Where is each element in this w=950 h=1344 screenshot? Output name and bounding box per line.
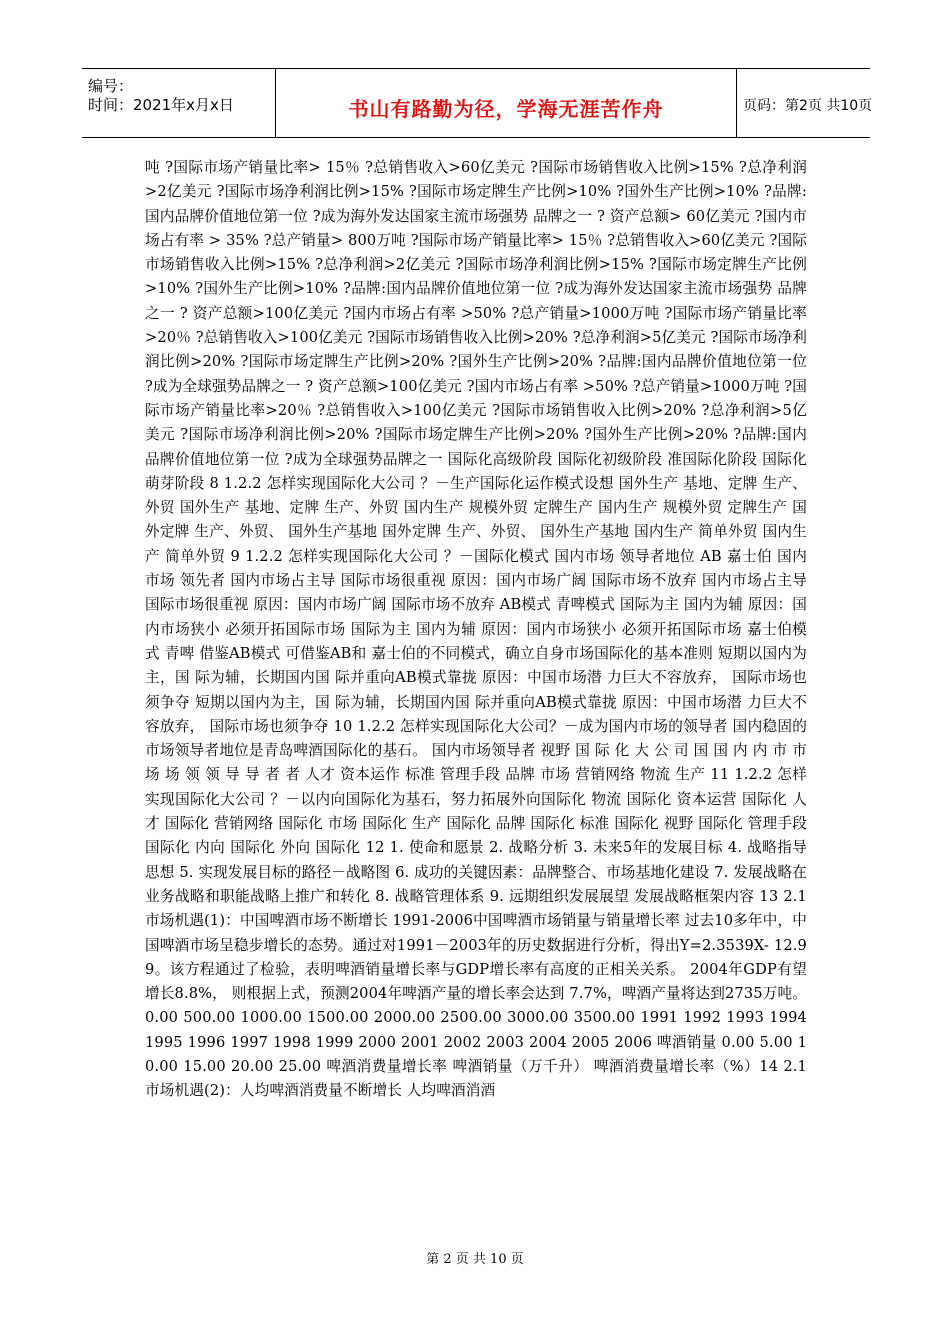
header-page-cell bbox=[737, 69, 873, 137]
page-footer: 第 2 页 共 10 页 bbox=[426, 1252, 524, 1267]
body-text: 吨 ?国际市场产销量比率> 15％ ?总销售收入>60亿美元 ?国际市场销售收入比例>15% ?总净利润>2亿美元 ?国际市场净利润比例>15% ?国际市场定牌生产比例>10% ?国外生产比例>10% ?品牌:国内品牌价值地位第一位 ?成为海外发达国家主流市场强势 品牌之一 ? 资产总额> 60亿美元 ?国内市场占有率 > 35% ?总产销量> 800万吨 ?国际市场产销量比率> 15％ ?总销售收入>60亿美元 ?国际市场销售收入比例>15% ?总净利润>2亿美元 ?国际市场净利润比例>15% ?国际市场定牌生产比例>10% ?国外生产比例>10% ?品牌:国内品牌价值地位第一位 ?成为海外发达国家主流市场强势 品牌之一 ? 资产总额>100亿美元 ?国内市场占有率 >50% ?总产销量>1000万吨 ?国际市场产销量比率>20％ ?总销售收入>100亿美元 ?国际市场销售收入比例>20% ?总净利润>5亿美元 ?国际市场净利润比例>20% ?国际市场定牌生产比例>20% ?国外生产比例>20% ?品牌:国内品牌价值地位第一位 ?成为全球强势品牌之一 ? 资产总额>100亿美元 ?国内市场占有率 >50% ?总产销量>1000万吨 ?国际市场产销量比率>20％ ?总销售收入>100亿美元 ?国际市场销售收入比例>20% ?总净利润>5亿美元 ?国际市场净利润比例>20% ?国际市场定牌生产比例>20% ?国外生产比例>20% ?品牌:国内品牌价值地位第一位 ?成为全球强势品牌之一 国际化高级阶段 国际化初级阶段 准国际化阶段 国际化萌芽阶段 8 1.2.2 怎样实现国际化大公司 ？－生产国际化运作模式设想 国外生产 基地、定牌 生产、外贸 国外生产 基地、定牌 生产、外贸 国内生产 规模外贸 定牌生产 国内生产 规模外贸 定牌生产 国外定牌 生产、外贸、 国外生产基地 国外定牌 生产、外贸、 国外生产基地 国内生产 简单外贸 国内生产 简单外贸 9 1.2.2 怎样实现国际化大公司 ？－国际化模式 国内市场 领导者地位 AB 嘉士伯 国内市场 领先者 国内市场占主导 国际市场很重视 原因：国内市场广阔 国际市场不放弃 国内市场占主导 国际市场很重视 原因：国内市场广阔 国际市场不放弃 AB模式 青啤模式 国际为主 国内为辅 原因：国内市场狭小 必须开拓国际市场 国际为主 国内为辅 原因：国内市场狭小 必须开拓国际市场 嘉士伯模式 青啤 借鉴AB模式 可借鉴AB和 嘉士伯的不同模式，确立自身市场国际化的基本准则 短期以国内为主，国 际为辅，长期国内国 际并重向AB模式靠拢 原因：中国市场潜 力巨大不容放弃， 国际市场也须争夺 短期以国内为主，国 际为辅，长期国内国 际并重向AB模式靠拢 原因：中国市场潜 力巨大不容放弃， 国际市场也须争夺 10 1.2.2 怎样实现国际化大公司？－成为国内市场的领导者 国内稳固的市场领导者地位是青岛啤酒国际化的基石。 国内市场领导者 视野 国 际 化 大 公 司 国 国 内 内 市 市 场 场 领 领 导 导 者 者 人才 资本运作 标准 管理手段 品牌 市场 营销网络 物流 生产 11 1.2.2 怎样实现国际化大公司 ？－以内向国际化为基石，努力拓展外向国际化 物流 国际化 资本运营 国际化 人才 国际化 营销网络 国际化 市场 国际化 生产 国际化 品牌 国际化 标准 国际化 视野 国际化 管理手段 国际化 内向 国际化 外向 国际化 12 1. 使命和愿景 2. 战略分析 3. 未来5年的发展目标 4. 战略指导思想 5. 实现发展目标的路径－战略图 6. 成功的关键因素：品牌整合、市场基地化建设 7. 发展战略在业务战略和职能战略上推广和转化 8. 战略管理体系 9. 远期组织发展展望 发展战略框架内容 13 2.1 市场机遇(1)：中国啤酒市场不断增长 1991-2006中国啤酒市场销量与销量增长率 过去10多年中，中国啤酒市场呈稳步增长的态势。通过对1991－2003年的历史数据进行分析，得出Y=2.3539X- 12.99。该方程通过了检验，表明啤酒销量增长率与GDP增长率有高度的正相关关系。 2004年GDP有望增长8.8%， 则根据上式，预测2004年啤酒产量的增长率会达到 7.7%，啤酒产量将达到2735万吨。 0.00 500.00 1000.00 1500.00 2000.00 2500.00 3000.00 3500.00 1991 1992 1993 1994 1995 1996 1997 1998 1999 2000 2001 2002 2003 2004 2005 2006 啤酒销量 0.00 5.00 10.00 15.00 20.00 25.00 啤酒消费量增长率 啤酒销量（万千升） 啤酒消费量增长率（%）14 2.1 市场机遇(2)：人均啤酒消费量不断增长 人均啤酒消酒 bbox=[145, 159, 807, 1100]
header-motto-cell bbox=[275, 69, 737, 137]
header-page-info: 页码：第2页 共10页 bbox=[743, 98, 873, 114]
doc-code-label: 编号： bbox=[88, 77, 134, 95]
doc-date-label: 时间：2021年x月x日 bbox=[88, 96, 234, 114]
header-motto: 书山有路勤为径，学海无涯苦作舟 bbox=[348, 97, 664, 121]
header-meta bbox=[82, 69, 275, 137]
page-header bbox=[82, 68, 873, 138]
